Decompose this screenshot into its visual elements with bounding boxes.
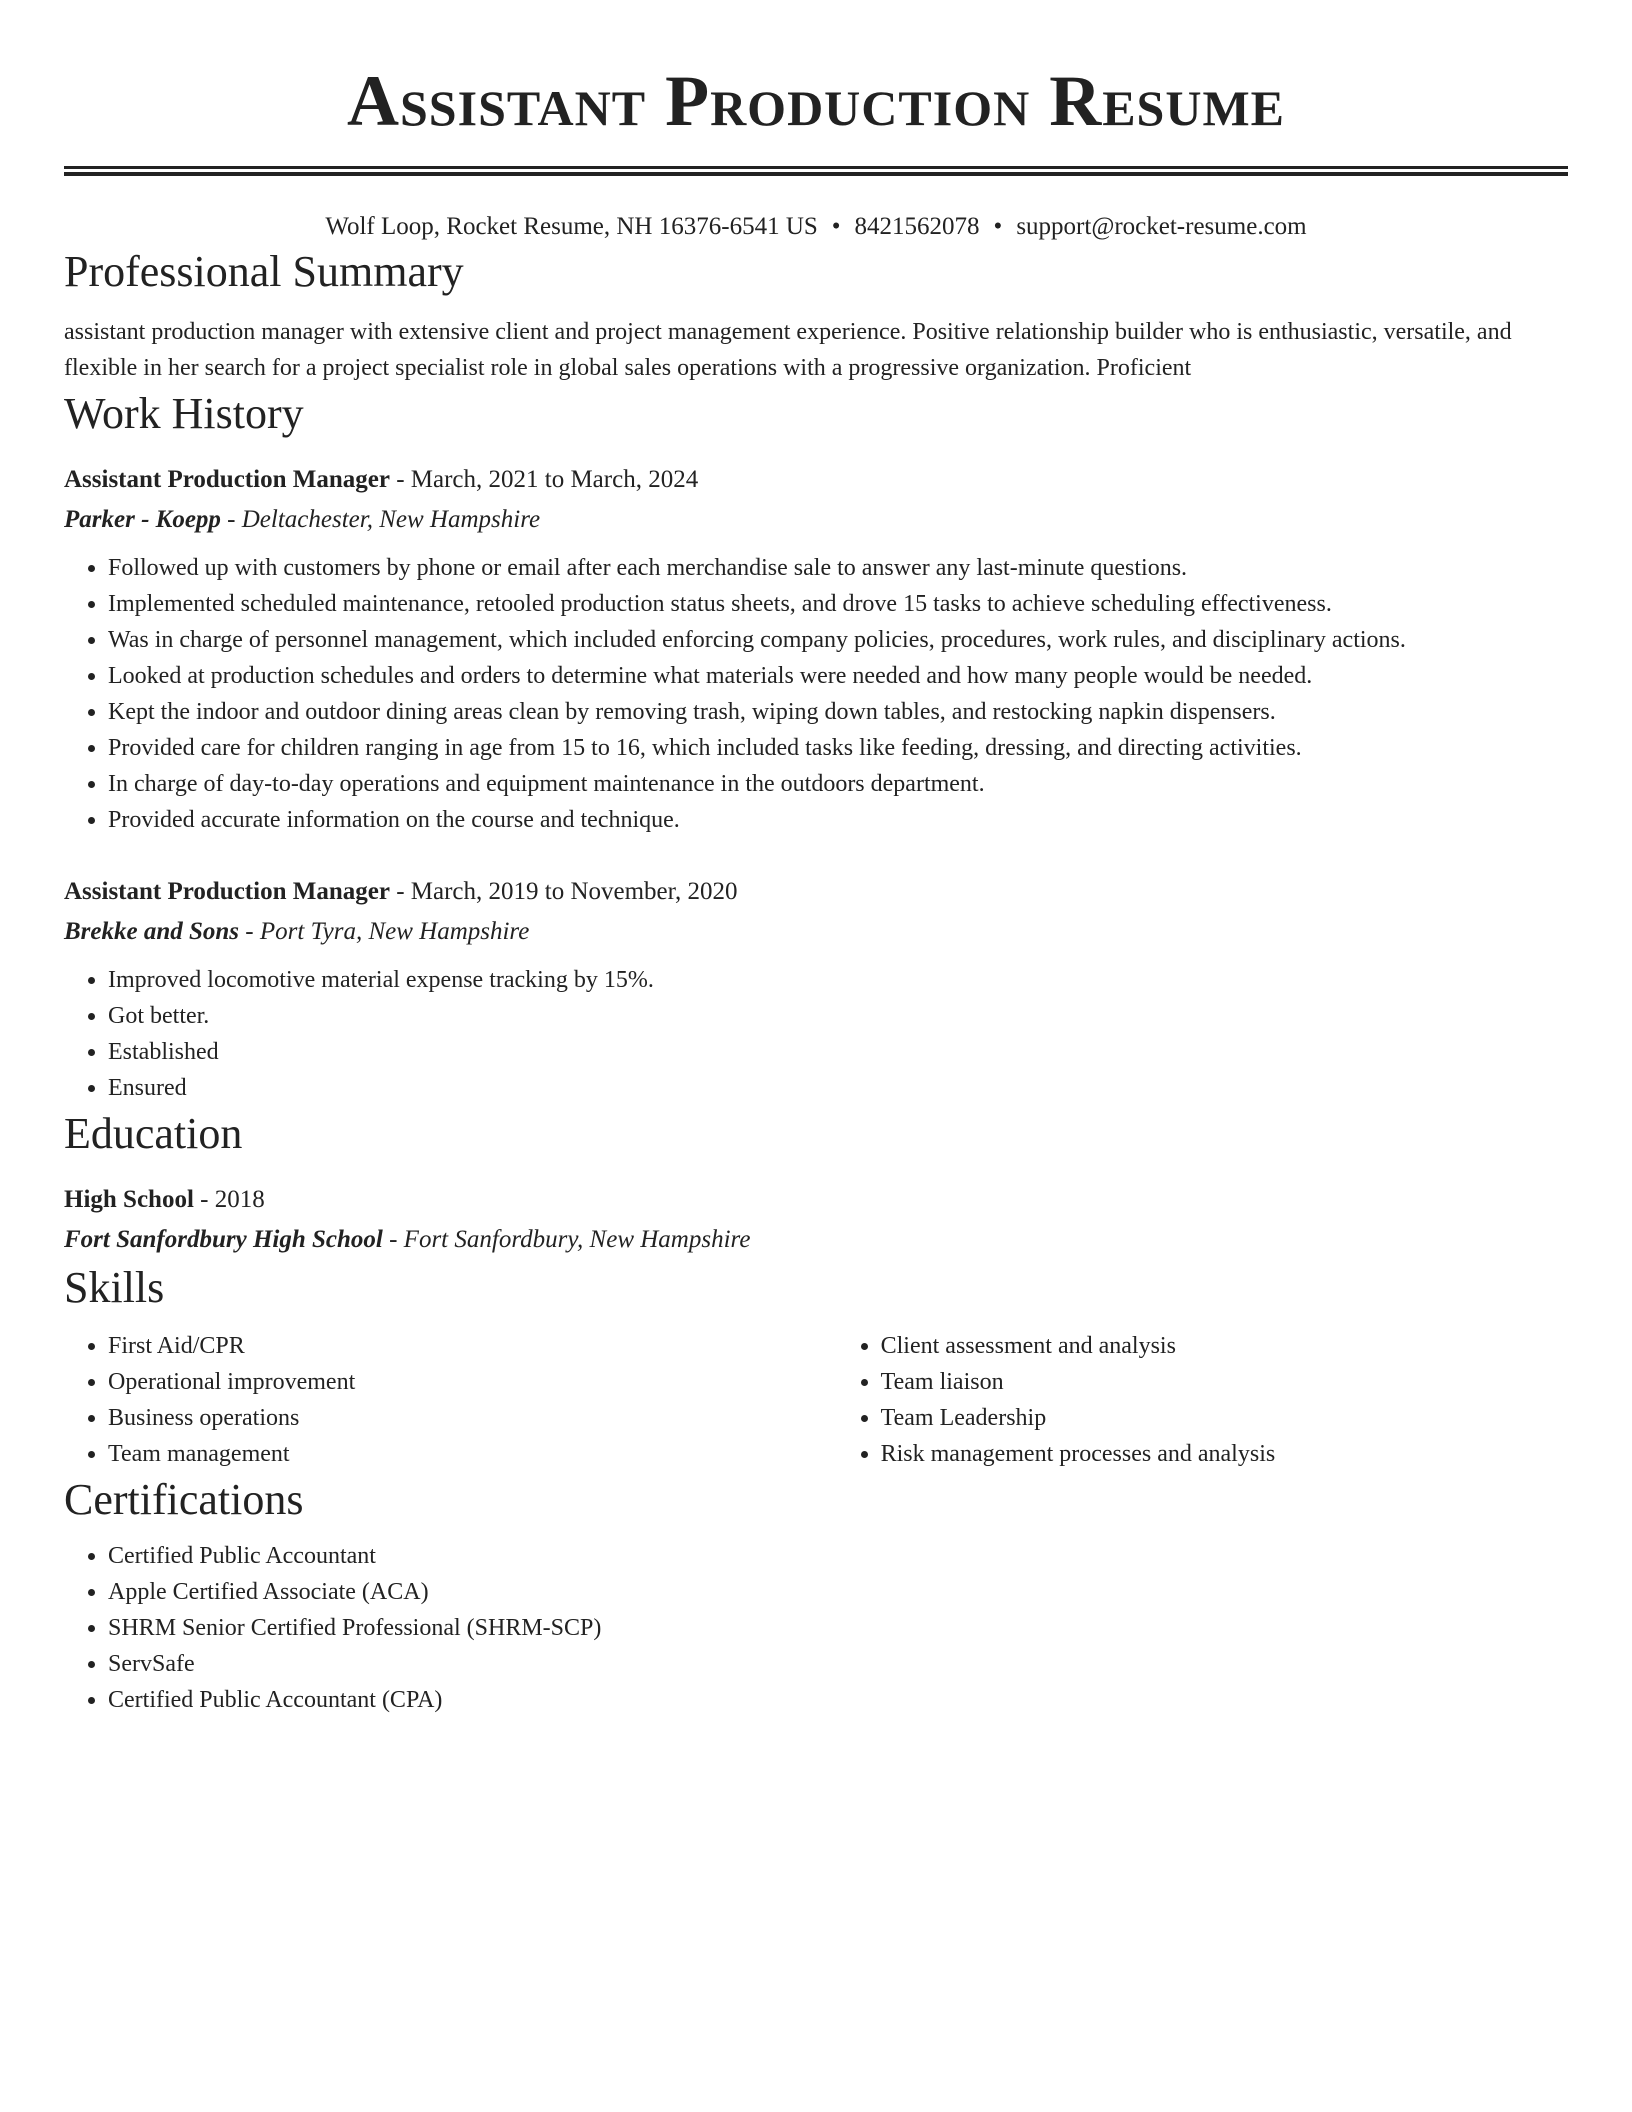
job-title: Assistant Production Manager <box>64 878 390 905</box>
contact-address: Wolf Loop, Rocket Resume, NH 16376-6541 US <box>325 213 818 240</box>
title-divider <box>64 166 1568 176</box>
job-bullet: • Provided accurate information on the course and technique. <box>108 802 1568 838</box>
contact-phone: 8421562078 <box>854 213 980 240</box>
skill-item: • Team management <box>108 1436 837 1472</box>
job-title-line <box>64 872 1568 912</box>
degree-dash: - <box>193 1186 215 1213</box>
job-entry <box>64 872 1568 1106</box>
skill-item: • First Aid/CPR <box>108 1328 837 1364</box>
education-entry <box>64 1180 1568 1260</box>
contact-separator: • <box>993 213 1003 240</box>
skill-item: • Risk management processes and analysis <box>881 1436 1568 1472</box>
skill-item: • Team liaison <box>881 1364 1568 1400</box>
skills-grid <box>64 1328 1568 1472</box>
skills-column-left <box>64 1328 837 1472</box>
job-bullet: • Ensured <box>108 1070 1568 1106</box>
school-line <box>64 1220 1568 1260</box>
contact-email: support@rocket-resume.com <box>1016 213 1307 240</box>
employer-line <box>64 500 1568 540</box>
school-location: Fort Sanfordbury, New Hampshire <box>403 1226 751 1253</box>
work-history-heading: Work History <box>64 389 304 438</box>
job-bullets <box>64 550 1568 838</box>
contact-separator: • <box>831 213 841 240</box>
job-entry <box>64 460 1568 838</box>
job-bullet: • Provided care for children ranging in age from 15 to 16, which included tasks like feeding, dressing, and directing activities. <box>108 730 1568 766</box>
employer-dash: - <box>239 918 260 945</box>
skills-heading: Skills <box>64 1263 165 1312</box>
skill-item: • Operational improvement <box>108 1364 837 1400</box>
employer-line <box>64 912 1568 952</box>
job-bullet: • Kept the indoor and outdoor dining areas clean by removing trash, wiping down tables, and restocking napkin dispensers. <box>108 694 1568 730</box>
job-dash: - <box>389 878 411 905</box>
certification-item: • Certified Public Accountant (CPA) <box>108 1682 1568 1718</box>
degree: High School <box>64 1186 194 1213</box>
job-bullet: • Implemented scheduled maintenance, retooled production status sheets, and drove 15 tasks to achieve scheduling effectiveness. <box>108 586 1568 622</box>
job-bullet: • Followed up with customers by phone or email after each merchandise sale to answer any last-minute questions. <box>108 550 1568 586</box>
certification-item: • ServSafe <box>108 1646 1568 1682</box>
school-dash: - <box>382 1226 404 1253</box>
certification-item: • Apple Certified Associate (ACA) <box>108 1574 1568 1610</box>
education-heading: Education <box>64 1109 243 1158</box>
school-name: Fort Sanfordbury High School <box>64 1226 383 1253</box>
job-title-line <box>64 460 1568 500</box>
job-bullets <box>64 962 1568 1106</box>
job-dates: March, 2021 to March, 2024 <box>410 466 699 493</box>
certification-item: • Certified Public Accountant <box>108 1538 1568 1574</box>
employer-name: Parker - Koepp <box>64 506 221 533</box>
employer-location: Deltachester, New Hampshire <box>241 506 541 533</box>
job-bullet: • Was in charge of personnel management, which included enforcing company policies, procedures, work rules, and disciplinary actions. <box>108 622 1568 658</box>
certifications-heading: Certifications <box>64 1475 304 1524</box>
summary-heading: Professional Summary <box>64 247 464 296</box>
skill-item: • Business operations <box>108 1400 837 1436</box>
skill-item: • Team Leadership <box>881 1400 1568 1436</box>
job-bullet: • Improved locomotive material expense tracking by 15%. <box>108 962 1568 998</box>
job-bullet: • Looked at production schedules and orders to determine what materials were needed and how many people would be needed. <box>108 658 1568 694</box>
employer-location: Port Tyra, New Hampshire <box>259 918 530 945</box>
summary-text: assistant production manager with extensive client and project management experience. Positive relationship builder who is enthusiastic, versatile, and flexible in her search for a project specialist role in global sales operations with a progressive organization. Proficient <box>64 319 1512 381</box>
employer-name: Brekke and Sons <box>64 918 240 945</box>
skill-item: • Client assessment and analysis <box>881 1328 1568 1364</box>
job-dates: March, 2019 to November, 2020 <box>410 878 738 905</box>
job-bullet: • In charge of day-to-day operations and equipment maintenance in the outdoors department. <box>108 766 1568 802</box>
job-title: Assistant Production Manager <box>64 466 390 493</box>
skills-column-right <box>837 1328 1568 1472</box>
job-bullet: • Got better. <box>108 998 1568 1034</box>
job-bullet: • Established <box>108 1034 1568 1070</box>
certifications-list <box>64 1538 1568 1718</box>
degree-line <box>64 1180 1568 1220</box>
certification-item: • SHRM Senior Certified Professional (SHRM-SCP) <box>108 1610 1568 1646</box>
graduation-year: 2018 <box>214 1186 265 1213</box>
job-dash: - <box>389 466 411 493</box>
employer-dash: - <box>220 506 242 533</box>
contact-line <box>64 210 1568 244</box>
resume-title: Assistant Production Resume <box>347 61 1285 141</box>
